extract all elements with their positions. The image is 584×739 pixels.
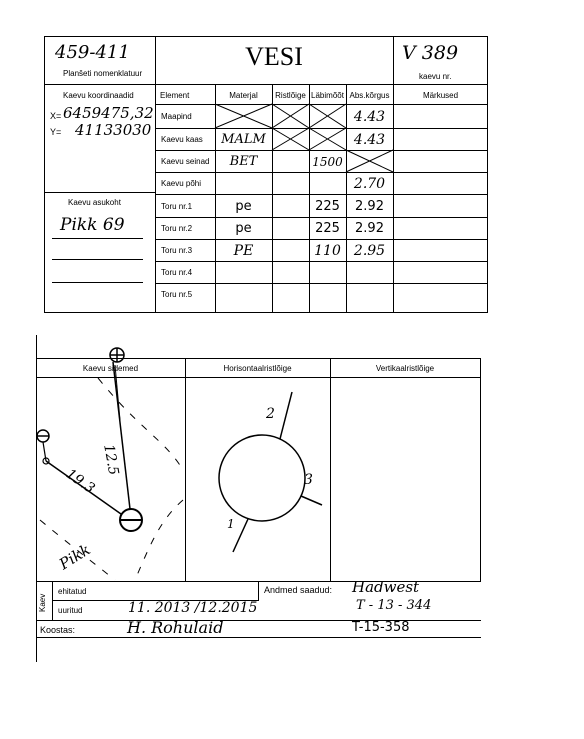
surveyed-label: uuritud [58, 606, 83, 615]
location-label: Kaevu asukoht [68, 198, 121, 207]
row-abs: 2.95 [353, 242, 386, 259]
row-element: Kaevu põhi [161, 179, 202, 188]
row-materjal: PE [233, 242, 254, 259]
row-labimoot: 225 [315, 198, 340, 214]
row-materjal: pe [235, 198, 252, 214]
pipe-label-3: 3 [304, 472, 313, 488]
y-value: 41133030 [75, 121, 152, 139]
well-number: V 389 [402, 42, 459, 64]
data-from-code: T - 13 - 344 [356, 598, 432, 613]
row-element: Kaevu kaas [161, 135, 203, 144]
row-abs: 4.43 [353, 108, 386, 125]
data-from-label: Andmed saadud: [264, 585, 333, 595]
location-value: Pikk 69 [60, 215, 125, 235]
data-from-value: Hadwest [352, 578, 420, 596]
page-title: VESI [245, 42, 303, 71]
row-element: Toru nr.4 [161, 268, 193, 277]
col-header-markused: Märkused [422, 90, 459, 100]
well-number-label: kaevu nr. [419, 72, 452, 81]
row-abs: 4.43 [353, 131, 386, 148]
author-code: T-15-358 [352, 620, 410, 635]
sheet-number: 459-411 [55, 42, 130, 63]
col-header-ristloige: Ristlõige [275, 90, 306, 100]
coordinates-label: Kaevu koordinaadid [63, 91, 134, 100]
author-label: Koostas: [40, 625, 76, 635]
street-label: Pikk [56, 540, 94, 574]
row-element: Maapind [161, 112, 192, 121]
row-abs: 2.92 [355, 221, 384, 236]
row-labimoot: 110 [314, 242, 341, 259]
length-1-label: 12.5 [100, 443, 122, 477]
horizontal-label: Horisontaalristlõige [223, 364, 292, 373]
connections-label: Kaevu sidemed [82, 364, 139, 373]
y-label: Y= [50, 127, 62, 137]
pipe-label-2: 2 [266, 406, 275, 422]
built-label: ehitatud [58, 587, 87, 596]
vertical-label: Vertikaalristlõige [375, 364, 435, 373]
col-header-element: Element [160, 90, 190, 100]
x-label: X= [50, 111, 62, 121]
col-header-labimoot: Läbimõõt [311, 90, 344, 100]
sheet-label: Planšeti nomenklatuur [63, 69, 143, 78]
row-labimoot: 1500 [312, 154, 343, 169]
row-materjal: MALM [221, 132, 266, 147]
surveyed-date: 11. 2013 /12.2015 [128, 600, 258, 616]
row-materjal: BET [229, 154, 258, 169]
col-header-materjal: Materjal [229, 90, 258, 100]
row-abs: 2.70 [353, 175, 386, 192]
author-value: H. Rohulaid [127, 618, 224, 637]
row-abs: 2.92 [355, 198, 384, 214]
row-materjal: pe [235, 221, 252, 236]
row-element: Toru nr.5 [161, 290, 193, 299]
row-element: Toru nr.1 [161, 201, 193, 211]
row-element: Kaevu seinad [161, 157, 210, 166]
col-header-abs: Abs.kõrgus [349, 90, 390, 100]
row-element: Toru nr.2 [161, 224, 193, 233]
pipe-label-1: 1 [227, 517, 235, 531]
side-label: Kaev [38, 593, 47, 612]
length-2-label: 19.3 [62, 466, 98, 497]
row-labimoot: 225 [315, 221, 340, 236]
row-element: Toru nr.3 [161, 246, 193, 255]
x-value: 6459475,32 [63, 104, 154, 122]
